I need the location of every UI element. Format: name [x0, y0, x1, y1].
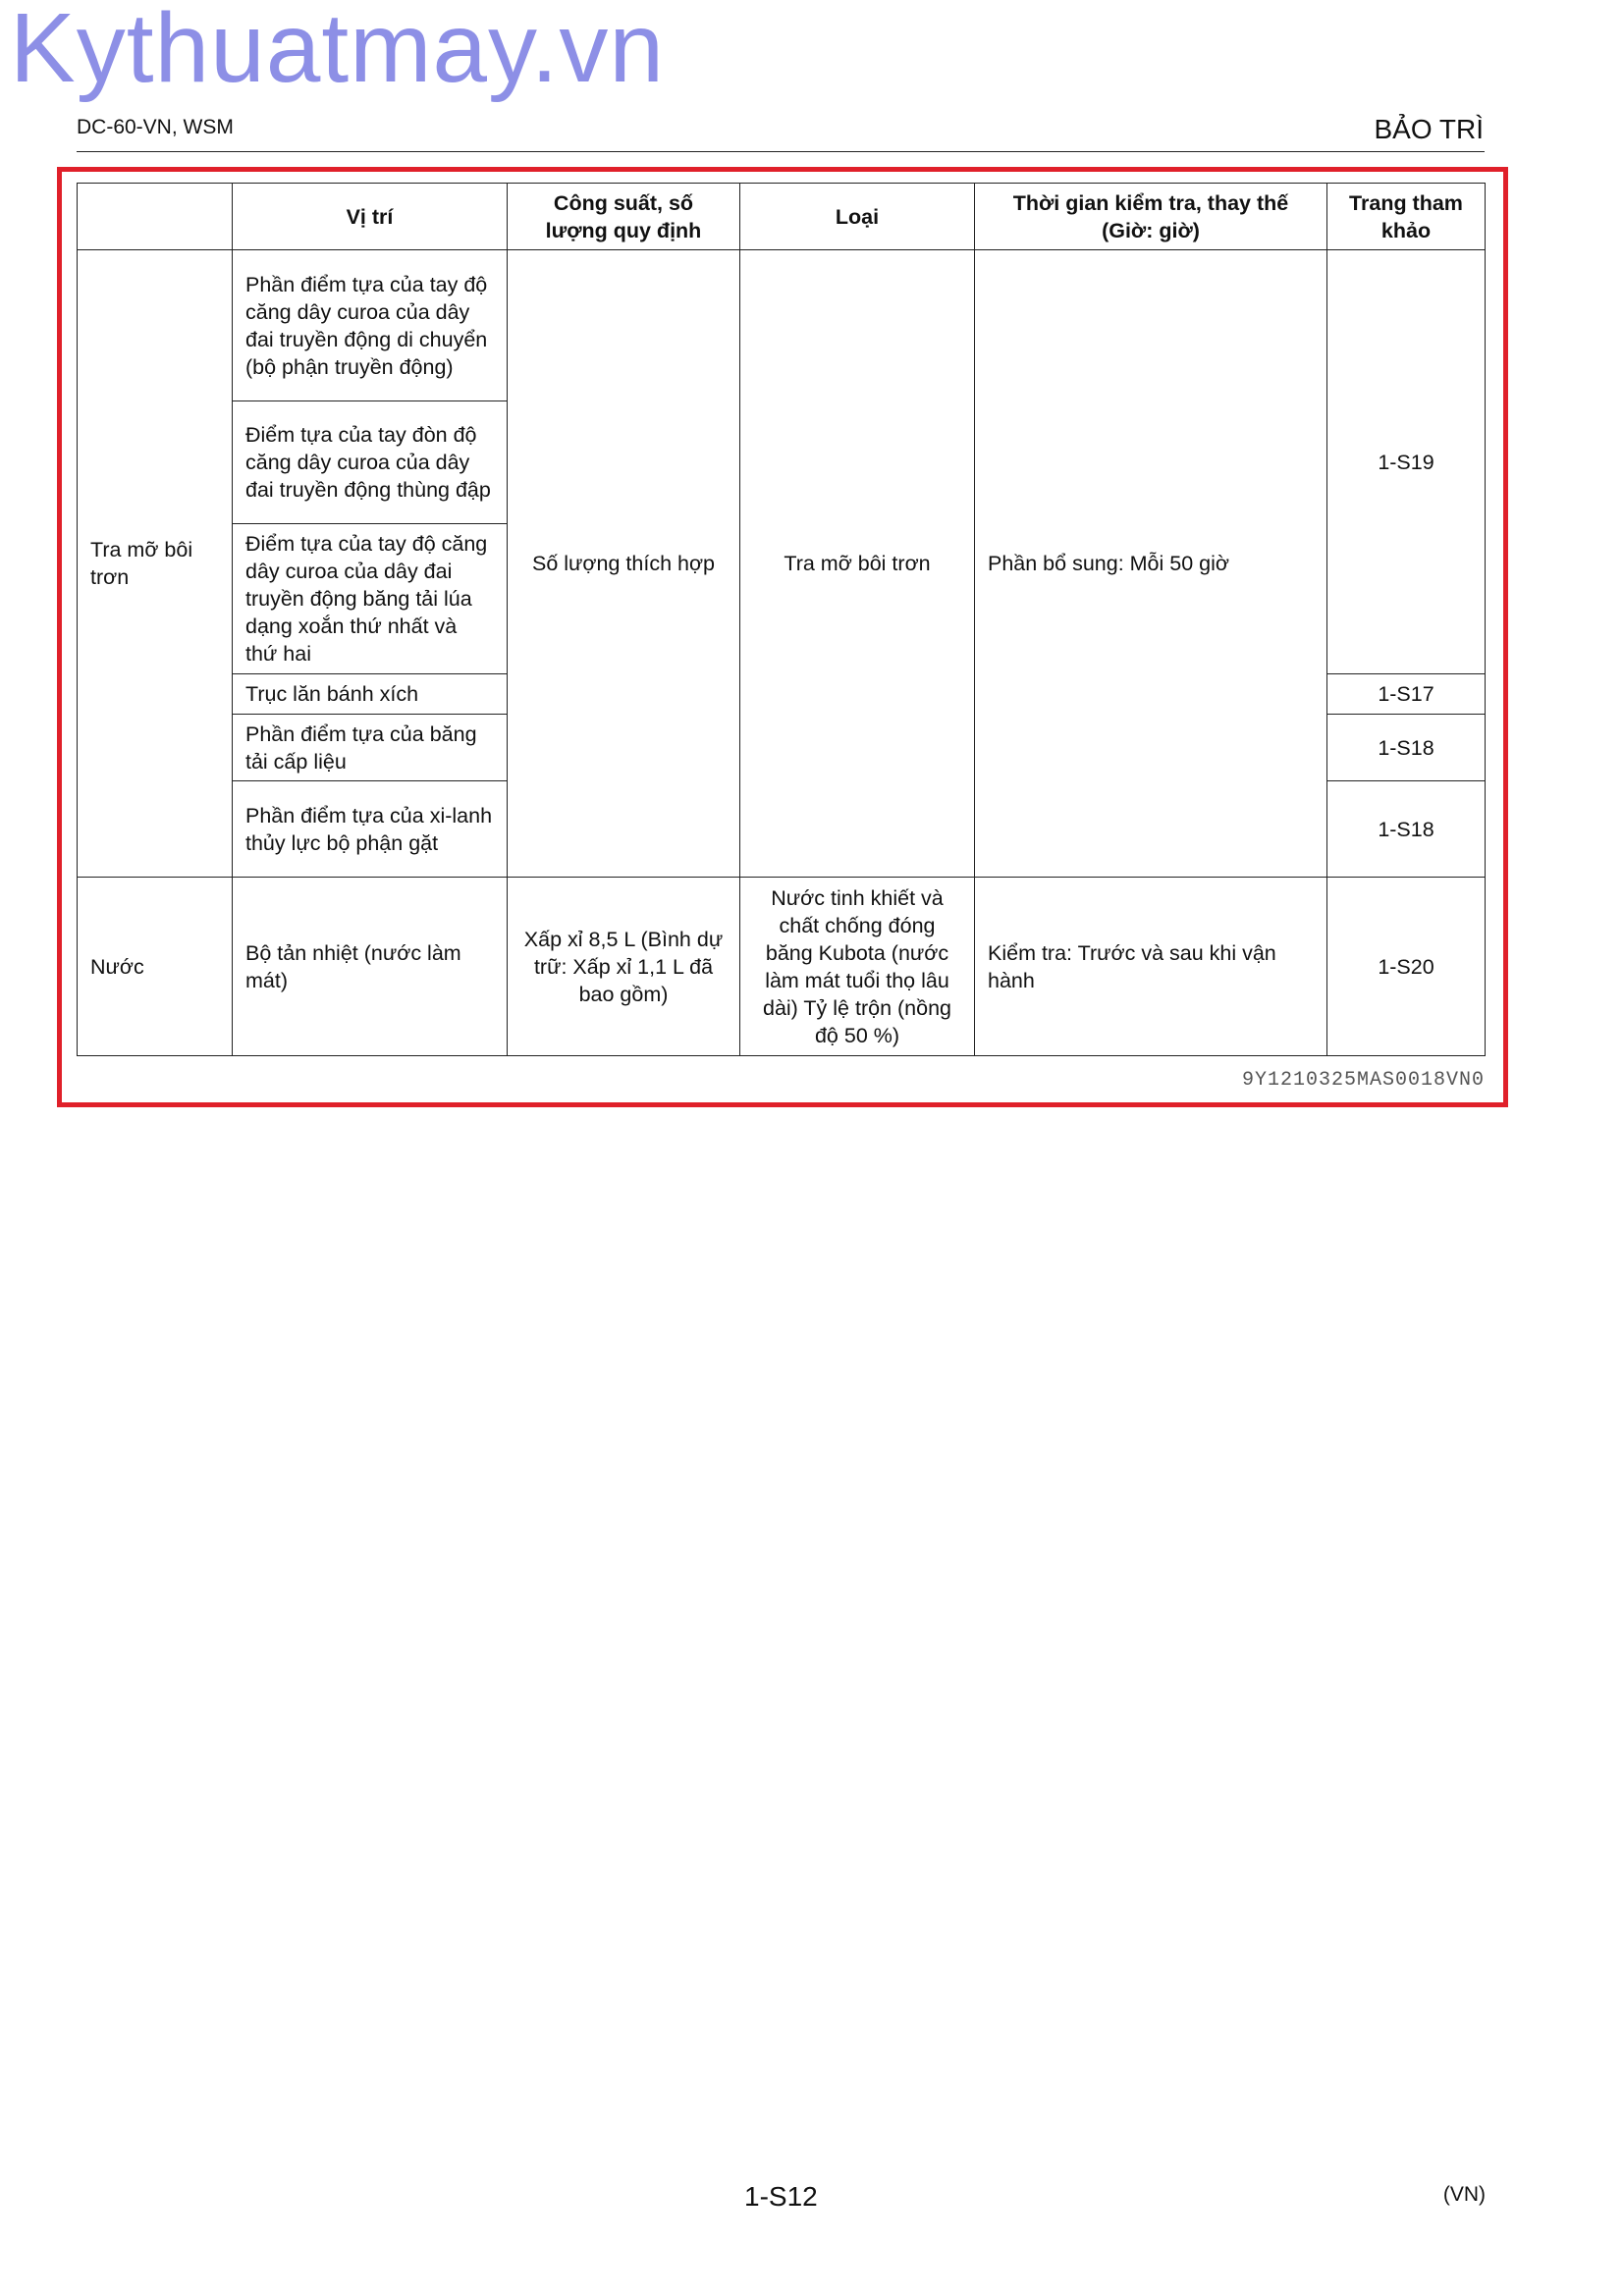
position-cell: Phần điểm tựa của xi-lanh thủy lực bộ phận gặt [233, 781, 508, 878]
position-cell: Bộ tản nhiệt (nước làm mát) [233, 878, 508, 1056]
watermark-logo: Kythuatmay.vn [10, 0, 666, 103]
maintenance-table [77, 183, 1486, 1056]
position-cell: Phần điểm tựa của băng tải cấp liệu [233, 715, 508, 781]
interval-cell: Kiểm tra: Trước và sau khi vận hành [975, 878, 1327, 1056]
position-cell: Phần điểm tựa của tay độ căng dây curoa của dây đai truyền động di chuyển (bộ phận truyền động) [233, 250, 508, 401]
table-row [78, 250, 1486, 401]
position-cell: Điểm tựa của tay độ căng dây curoa của dây đai truyền động băng tải lúa dạng xoắn thứ nhất và thứ hai [233, 524, 508, 674]
header-cell-empty [78, 184, 233, 250]
table-header-row [78, 184, 1486, 250]
position-cell: Điểm tựa của tay đòn độ căng dây curoa của dây đai truyền động thùng đập [233, 401, 508, 524]
header-cell-interval: Thời gian kiểm tra, thay thế (Giờ: giờ) [975, 184, 1327, 250]
table-row [78, 878, 1486, 1056]
type-cell: Tra mỡ bôi trơn [740, 250, 975, 878]
group-name-water: Nước [78, 878, 233, 1056]
header-divider [77, 151, 1485, 152]
reference-cell: 1-S17 [1327, 674, 1486, 715]
header-cell-position: Vị trí [233, 184, 508, 250]
document-id: 9Y1210325MAS0018VN0 [1241, 1069, 1485, 1092]
reference-cell: 1-S19 [1327, 250, 1486, 674]
document-code: DC-60-VN, WSM [77, 116, 234, 138]
header-cell-reference: Trang tham khảo [1327, 184, 1486, 250]
position-cell: Trục lăn bánh xích [233, 674, 508, 715]
capacity-cell: Số lượng thích hợp [508, 250, 740, 878]
type-cell: Nước tinh khiết và chất chống đóng băng Kubota (nước làm mát tuổi thọ lâu dài) Tỷ lệ trộn (nồng độ 50 %) [740, 878, 975, 1056]
section-title: BẢO TRÌ [1374, 114, 1484, 144]
reference-cell: 1-S20 [1327, 878, 1486, 1056]
reference-cell: 1-S18 [1327, 781, 1486, 878]
capacity-cell: Xấp xỉ 8,5 L (Bình dự trữ: Xấp xỉ 1,1 L đã bao gồm) [508, 878, 740, 1056]
interval-cell: Phần bổ sung: Mỗi 50 giờ [975, 250, 1327, 878]
language-code: (VN) [1442, 2183, 1486, 2206]
header-cell-type: Loại [740, 184, 975, 250]
header-cell-capacity: Công suất, số lượng quy định [508, 184, 740, 250]
group-name-lube: Tra mỡ bôi trơn [78, 250, 233, 878]
page-number: 1-S12 [744, 2181, 818, 2212]
reference-cell: 1-S18 [1327, 715, 1486, 781]
